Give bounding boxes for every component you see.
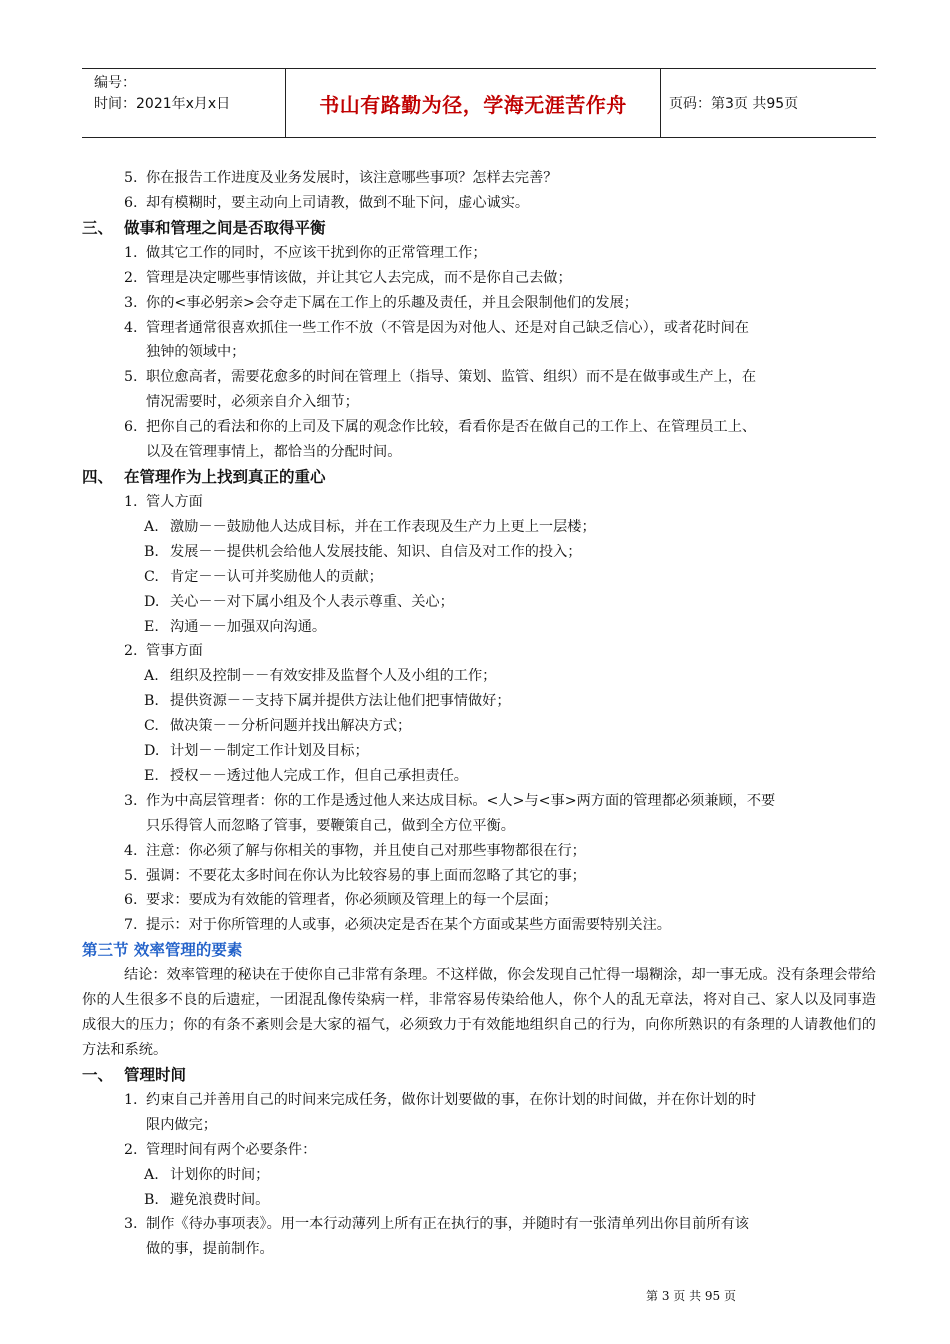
item-text: 作为中高层管理者：你的工作是透过他人来达成目标。<人>与<事>两方面的管理都必须兼顾，不要 [146,792,776,809]
item-marker: 1. [124,244,138,261]
conclusion-paragraph [82,963,876,1063]
item-marker: 2. [124,269,138,286]
sub-list-item [82,689,876,714]
item-marker: 7. [124,917,138,934]
item-text: 计划你的时间； [170,1166,270,1183]
list-item [82,316,876,341]
list-item-continuation [82,390,876,415]
list-item [82,1088,876,1113]
item-text: 管人方面 [146,493,203,510]
header-page-label: 页码：第3页 共95页 [669,96,799,112]
sub-list-item [82,664,876,689]
list-item-continuation [82,1113,876,1138]
item-marker: 6. [124,419,138,436]
page-header [82,68,876,138]
item-marker: B. [144,543,159,560]
item-marker: 3. [124,792,138,809]
item-marker: A. [144,1166,159,1183]
item-text: 把你自己的看法和你的上司及下属的观念作比较，看看你是否在做自己的工作上、在管理员工上、 [146,419,757,436]
item-text: 要求：要成为有效能的管理者，你必须顾及管理上的每一个层面； [146,892,558,909]
list-item [82,191,876,216]
heading-number: 四、 [82,467,114,486]
item-text: 以及在管理事情上，都恰当的分配时间。 [146,444,402,461]
item-marker: D. [144,743,160,760]
item-text: 做其它工作的同时，不应该干扰到你的正常管理工作； [146,244,487,261]
item-marker: 6. [124,892,138,909]
item-marker: E. [144,618,159,635]
item-text: 做决策－－分析问题并找出解决方式； [170,718,412,735]
item-text: 你在报告工作进度及业务发展时，该注意哪些事项？怎样去完善？ [146,170,558,186]
item-marker: 5. [124,170,138,186]
list-item [82,864,876,889]
header-meta [82,69,286,137]
item-text: 肯定－－认可并奖励他人的贡献； [170,568,383,585]
item-text: 只乐得管人而忽略了管事，要鞭策自己，做到全方位平衡。 [146,817,515,834]
paragraph-text: 结论：效率管理的秘诀在于使你自己非常有条理。不这样做，你会发现自己忙得一塌糊涂，却一事无成。没有条理会带给你的人生很多不良的后遗症，一团混乱像传染病一样，非常容易传染给他人，你个人的乱无章法，将对自己、家人以及同事造成很大的压力；你的有条不紊则会是大家的福气，必须致力于有效能地组织自己的行为，向你所熟识的有条理的人请教他们的方法和系统。 [82,967,876,1058]
section-heading [82,216,876,241]
list-item-continuation [82,814,876,839]
item-text: 管理者通常很喜欢抓住一些工作不放（不管是因为对他人、还是对自己缺乏信心），或者花时间在 [146,319,749,336]
item-marker: 1. [124,493,138,510]
item-text: 职位愈高者，需要花愈多的时间在管理上（指导、策划、监管、组织）而不是在做事或生产上，在 [146,369,757,386]
heading-text: 管理时间 [124,1065,187,1084]
list-item [82,839,876,864]
item-marker: B. [144,693,159,710]
item-text: 强调：不要花太多时间在你认为比较容易的事上面而忽略了其它的事； [146,867,586,884]
item-marker: C. [144,568,159,585]
sub-list-item [82,714,876,739]
item-marker: 2. [124,1141,138,1158]
item-marker: 5. [124,867,138,884]
item-marker: 4. [124,319,138,336]
list-item [82,1212,876,1237]
item-marker: D. [144,593,160,610]
time-label: 时间：2021年x月x日 [94,96,231,112]
section-heading [82,465,876,490]
item-text: 管事方面 [146,643,203,660]
list-item [82,266,876,291]
item-text: 提示：对于你所管理的人或事，必须决定是否在某个方面或某些方面需要特别关注。 [146,917,671,934]
item-marker: 1. [124,1091,138,1108]
list-item [82,913,876,938]
item-text: 你的<事必躬亲>会夺走下属在工作上的乐趣及责任，并且会限制他们的发展； [146,294,638,311]
item-text: 管理时间有两个必要条件： [146,1141,317,1158]
item-text: 做的事，提前制作。 [146,1241,274,1258]
item-text: 关心－－对下属小组及个人表示尊重、关心； [170,593,454,610]
item-text: 避免浪费时间。 [170,1191,270,1208]
item-text: 沟通－－加强双向沟通。 [170,618,327,635]
item-marker: 4. [124,842,138,859]
item-marker: 3. [124,1216,138,1233]
item-text: 约束自己并善用自己的时间来完成任务，做你计划要做的事，在你计划的时间做，并在你计划的时 [146,1091,757,1108]
list-item [82,291,876,316]
item-marker: 2. [124,643,138,660]
number-label: 编号： [94,75,136,91]
item-text: 组织及控制－－有效安排及监督个人及小组的工作； [170,668,497,685]
item-text: 独钟的领域中； [146,344,246,361]
heading-text: 在管理作为上找到真正的重心 [124,467,326,486]
sub-list-item [82,739,876,764]
list-item-continuation [82,1237,876,1262]
item-marker: 3. [124,294,138,311]
page-footer [0,1287,950,1304]
item-text: 发展－－提供机会给他人发展技能、知识、自信及对工作的投入； [170,543,582,560]
sub-list-item [82,764,876,789]
item-text: 管理是决定哪些事情该做，并让其它人去完成，而不是你自己去做； [146,269,572,286]
list-item-continuation [82,440,876,465]
item-marker: 6. [124,194,138,211]
item-marker: A. [144,518,159,535]
item-text: 激励－－鼓励他人达成目标，并在工作表现及生产力上更上一层楼； [170,518,596,535]
item-text: 计划－－制定工作计划及目标； [170,743,369,760]
footer-page-number: 第 3 页 共 95 页 [646,1289,736,1303]
list-item [82,789,876,814]
sub-list-item [82,540,876,565]
item-text: 却有模糊时，要主动向上司请教，做到不耻下问，虚心诚实。 [146,194,530,211]
list-item [82,365,876,390]
list-item [82,1138,876,1163]
chapter-section-title: 第三节 效率管理的要素 [82,941,243,960]
item-marker: E. [144,767,159,784]
list-item [82,166,876,191]
item-text: 注意：你必须了解与你相关的事物，并且使自己对那些事物都很在行； [146,842,586,859]
heading-number: 一、 [82,1065,114,1084]
item-text: 授权－－透过他人完成工作，但自己承担责任。 [170,767,468,784]
item-text: 限内做完； [146,1116,217,1133]
item-marker: B. [144,1191,159,1208]
heading-number: 三、 [82,218,114,237]
list-item [82,241,876,266]
document-body [82,166,876,1262]
list-item [82,415,876,440]
list-item [82,490,876,515]
sub-list-item [82,1163,876,1188]
item-text: 制作《待办事项表》。用一本行动薄列上所有正在执行的事，并随时有一张清单列出你目前所有该 [146,1216,749,1233]
item-text: 提供资源－－支持下属并提供方法让他们把事情做好； [170,693,511,710]
sub-list-item [82,615,876,640]
item-marker: C. [144,718,159,735]
section-heading [82,1063,876,1088]
sub-list-item [82,565,876,590]
list-item [82,639,876,664]
sub-list-item [82,515,876,540]
header-motto: 书山有路勤为径，学海无涯苦作舟 [286,69,661,137]
heading-text: 做事和管理之间是否取得平衡 [124,218,326,237]
sub-list-item [82,590,876,615]
sub-list-item [82,1188,876,1213]
item-text: 情况需要时，必须亲自介入细节； [146,394,359,411]
list-item-continuation [82,340,876,365]
list-item [82,888,876,913]
item-marker: 5. [124,369,138,386]
item-marker: A. [144,668,159,685]
